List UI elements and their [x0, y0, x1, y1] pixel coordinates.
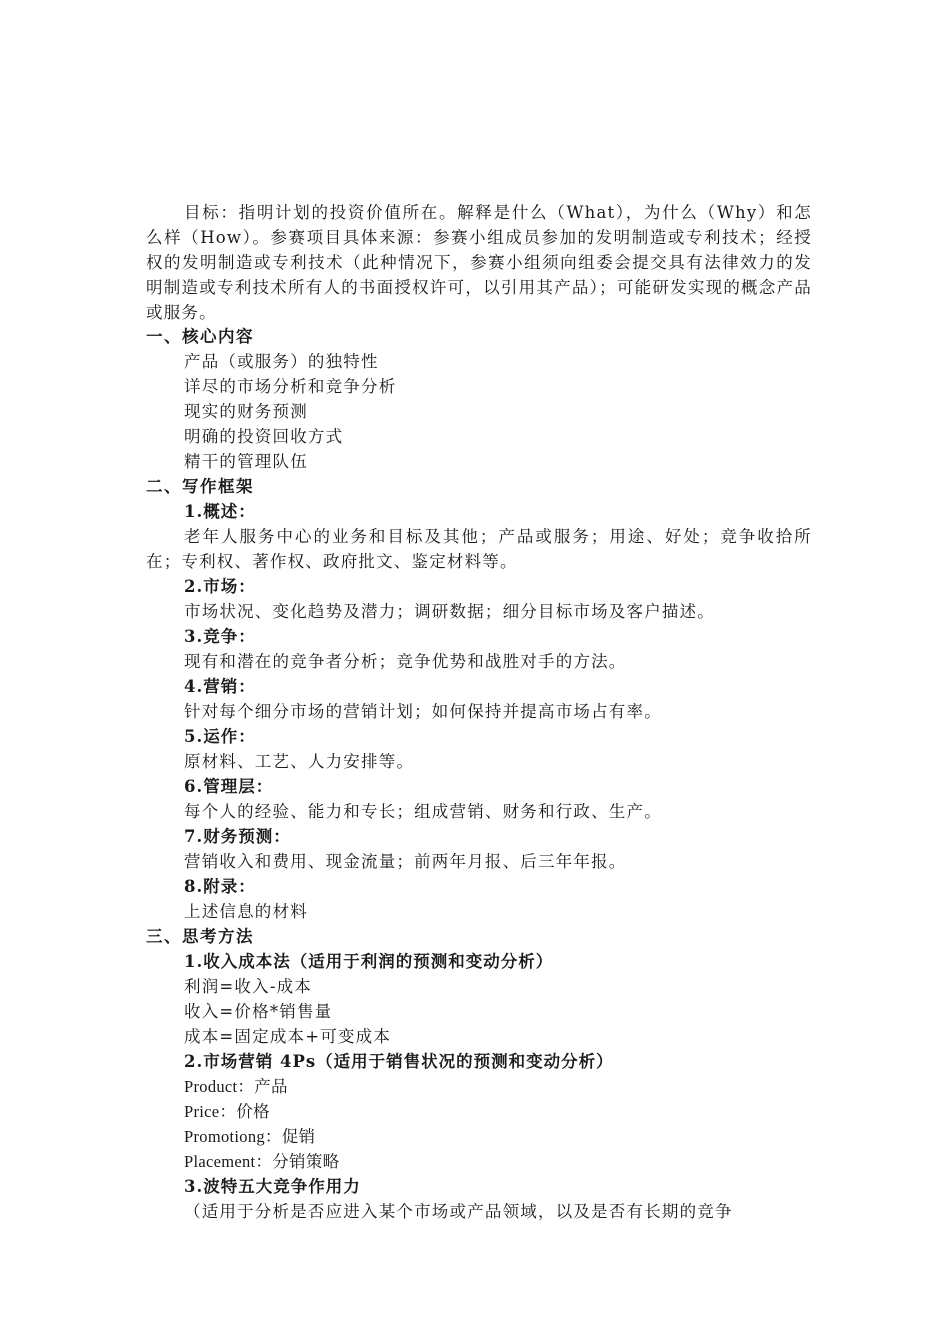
method-line-cost: 成本=固定成本+可变成本 [184, 1027, 392, 1046]
framework-title-overview: 1.概述： [184, 502, 256, 521]
section-heading-thinking-methods: 三、思考方法 [146, 927, 254, 946]
method-line-price: Price：价格 [184, 1102, 270, 1121]
section-heading-core-content: 一、核心内容 [146, 327, 254, 346]
framework-title-marketing: 4.营销： [184, 677, 256, 696]
framework-title-financial-forecast: 7.财务预测： [184, 827, 291, 846]
document-body [146, 324, 812, 1224]
method-title-porter-five-forces: 3.波特五大竞争作用力 [184, 1177, 361, 1196]
framework-text-market: 市场状况、变化趋势及潜力；调研数据；细分目标市场及客户描述。 [184, 602, 715, 621]
framework-text-financial-forecast: 营销收入和费用、现金流量；前两年月报、后三年年报。 [184, 852, 627, 871]
framework-text-operations: 原材料、工艺、人力安排等。 [184, 752, 415, 771]
framework-title-appendix: 8.附录： [184, 877, 256, 896]
framework-title-operations: 5.运作： [184, 727, 256, 746]
core-item-management-team: 精干的管理队伍 [184, 452, 308, 471]
framework-title-management: 6.管理层： [184, 777, 274, 796]
method-title-revenue-cost: 1.收入成本法（适用于利润的预测和变动分析） [184, 952, 554, 971]
framework-title-competition: 3.竞争： [184, 627, 256, 646]
method-line-product: Product：产品 [184, 1077, 288, 1096]
core-item-uniqueness: 产品（或服务）的独特性 [184, 352, 379, 371]
method-text-porter-five-forces: （适用于分析是否应进入某个市场或产品领域，以及是否有长期的竞争 [184, 1202, 733, 1221]
framework-text-appendix: 上述信息的材料 [184, 902, 308, 921]
framework-text-competition: 现有和潜在的竞争者分析；竞争优势和战胜对手的方法。 [184, 652, 627, 671]
intro-paragraph: 目标：指明计划的投资价值所在。解释是什么（What），为什么（Why）和怎么样（How）。参赛项目具体来源：参赛小组成员参加的发明制造或专利技术；经授权的发明制造或专利技术（此种情况下，参赛小组须向组委会提交具有法律效力的发明制造或专利技术所有人的书面授权许可，以引用其产品）；可能研发实现的概念产品或服务。 [146, 203, 812, 322]
core-item-market-analysis: 详尽的市场分析和竞争分析 [184, 377, 397, 396]
core-item-investment-return: 明确的投资回收方式 [184, 427, 344, 446]
framework-text-marketing: 针对每个细分市场的营销计划；如何保持并提高市场占有率。 [184, 702, 662, 721]
framework-text-management: 每个人的经验、能力和专长；组成营销、财务和行政、生产。 [184, 802, 662, 821]
method-line-placement: Placement：分销策略 [184, 1152, 340, 1171]
section-heading-writing-framework: 二、写作框架 [146, 477, 254, 496]
method-line-profit: 利润=收入-成本 [184, 977, 313, 996]
core-item-financial-forecast: 现实的财务预测 [184, 402, 308, 421]
method-title-4ps: 2.市场营销 4Ps（适用于销售状况的预测和变动分析） [184, 1052, 614, 1071]
method-line-revenue: 收入=价格*销售量 [184, 1002, 333, 1021]
method-line-promotion: Promotiong：促销 [184, 1127, 316, 1146]
framework-text-overview: 老年人服务中心的业务和目标及其他；产品或服务；用途、好处；竞争收拾所在；专利权、著作权、政府批文、鉴定材料等。 [146, 527, 812, 571]
framework-title-market: 2.市场： [184, 577, 256, 596]
